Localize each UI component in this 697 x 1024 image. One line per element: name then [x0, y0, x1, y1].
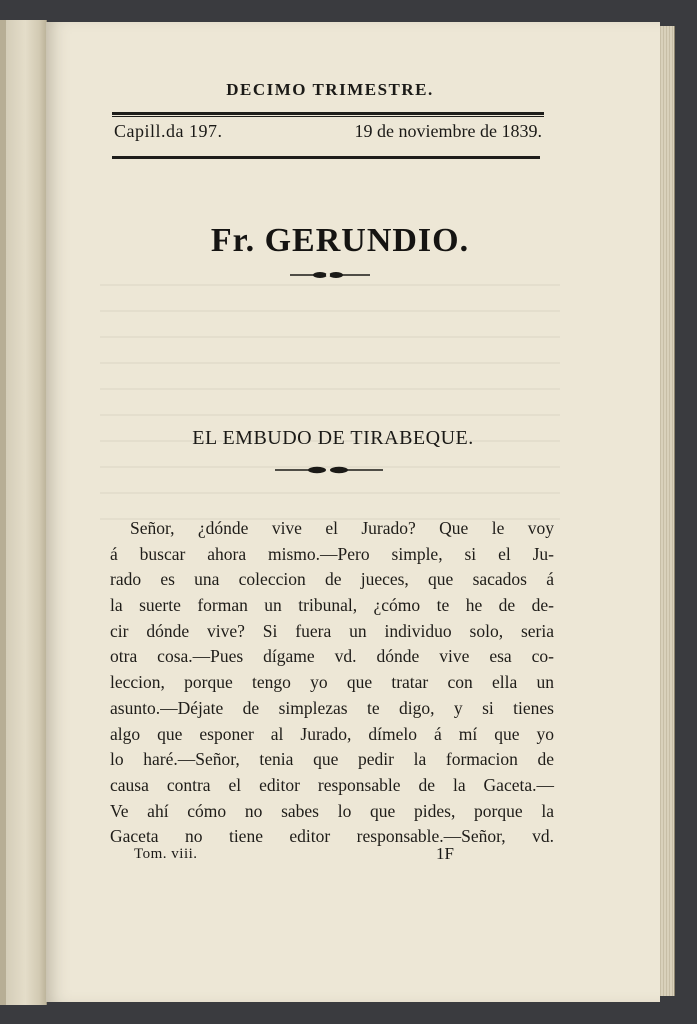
- left-page-edge: [0, 20, 6, 1005]
- header-rule-top-thin: [112, 116, 544, 117]
- text-line: asunto.—Déjate de simplezas te digo, y si tienes: [110, 697, 554, 718]
- text-line: lo haré.—Señor, tenia que pedir la formacion de: [110, 749, 554, 770]
- volume-label: Tom. viii.: [134, 846, 198, 862]
- text-line: Ve ahí cómo no sabes lo que pides, porque la: [110, 800, 554, 821]
- ornament-divider-top: [290, 268, 370, 282]
- left-page-leaf: [0, 20, 47, 1005]
- issue-number: Capill.da 197.: [114, 121, 223, 141]
- text-line: causa contra el editor responsable de la Gaceta.—: [110, 774, 554, 795]
- issue-date: 19 de noviembre de 1839.: [354, 121, 542, 141]
- signature-mark: 1F: [436, 844, 454, 863]
- text-line: algo que esponer al Jurado, dímelo á mí que yo: [110, 723, 554, 744]
- text-line: Señor, ¿dónde vive el Jurado? Que le voy: [130, 518, 554, 538]
- text-line: leccion, porque tengo yo que tratar con ella un: [110, 672, 554, 693]
- header-title: DECIMO TRIMESTRE.: [226, 80, 434, 99]
- text-line: la suerte forman un tribunal, ¿cómo te he de de-: [110, 595, 554, 616]
- text-line: á buscar ahora mismo.—Pero simple, si el Ju-: [110, 543, 554, 564]
- header-rule-top: [112, 112, 544, 115]
- header-rule-bottom: [112, 156, 540, 159]
- issue-line: [114, 121, 544, 151]
- text-line: otra cosa.—Pues dígame vd. dónde vive esa co-: [110, 646, 554, 667]
- page-footer: [134, 846, 474, 870]
- ornament-divider-section: [275, 463, 383, 477]
- body-paragraph: [110, 516, 554, 850]
- text-line: cir dónde vive? Si fuera un individuo solo, seria: [110, 620, 554, 641]
- text-line: Gaceta no tiene editor responsable.—Señor, vd.: [110, 826, 554, 847]
- text-line: rado es una coleccion de jueces, que sacados á: [110, 569, 554, 590]
- masthead-title: Fr. GERUNDIO.: [210, 222, 470, 259]
- section-title: EL EMBUDO DE TIRABEQUE.: [192, 427, 474, 449]
